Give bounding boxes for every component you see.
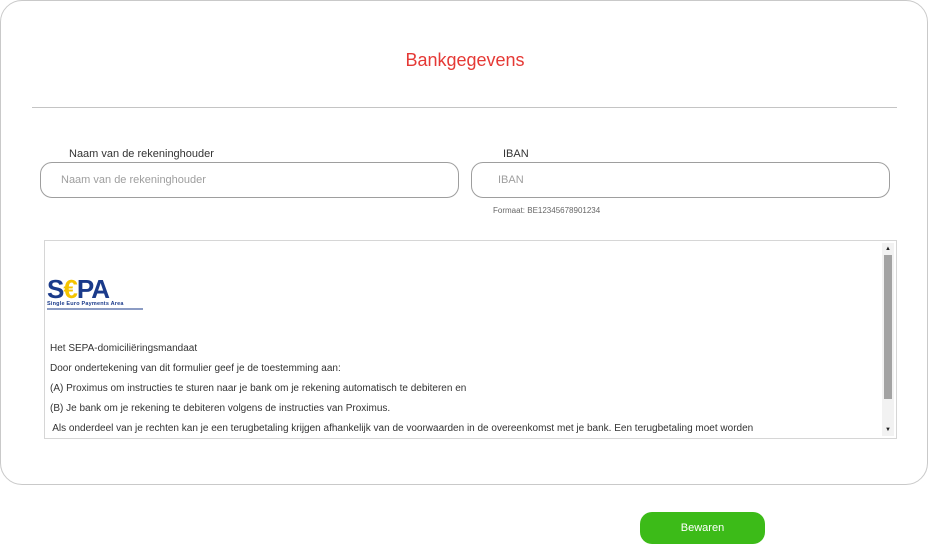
mandate-line: (B) Je bank om je rekening te debiteren volgens de instructies van Proximus. [50, 403, 391, 414]
page-title: Bankgegevens [405, 50, 525, 70]
sepa-logo-s: S [47, 274, 64, 304]
holder-label: Naam van de rekeninghouder [69, 148, 214, 160]
mandate-line: (A) Proximus om instructies te sturen naar je bank om je rekening automatisch te debiteren en [50, 383, 467, 394]
mandate-line: Door ondertekening van dit formulier geef je de toestemming aan: [50, 363, 341, 374]
mandate-line: Het SEPA-domiciliëringsmandaat [50, 343, 198, 354]
sepa-mandate-box[interactable] [44, 240, 897, 439]
sepa-logo [47, 276, 147, 310]
mandate-scrollbar[interactable] [882, 243, 894, 436]
mandate-line: Als onderdeel van je rechten kan je een terugbetaling krijgen afhankelijk van de voorwaarden in de overeenkomst met je bank. Een terugbetaling moet worden [50, 423, 754, 434]
scroll-track[interactable] [882, 255, 894, 424]
iban-format-hint: Formaat: BE12345678901234 [493, 206, 601, 215]
save-button[interactable]: Bewaren [640, 512, 765, 544]
sepa-logo-euro: € [63, 274, 77, 304]
sepa-logo-pa: PA [76, 274, 110, 304]
account-holder-input[interactable] [40, 162, 459, 198]
title-divider [32, 107, 897, 108]
sepa-logo-rule [47, 308, 143, 310]
mandate-text [50, 343, 753, 439]
sepa-logo-tagline: Single Euro Payments Area [47, 301, 124, 307]
scroll-down-icon[interactable]: ▼ [882, 424, 894, 436]
scroll-thumb[interactable] [884, 255, 892, 399]
iban-label: IBAN [503, 148, 529, 160]
iban-input[interactable] [471, 162, 890, 198]
scroll-up-icon[interactable]: ▲ [882, 243, 894, 255]
